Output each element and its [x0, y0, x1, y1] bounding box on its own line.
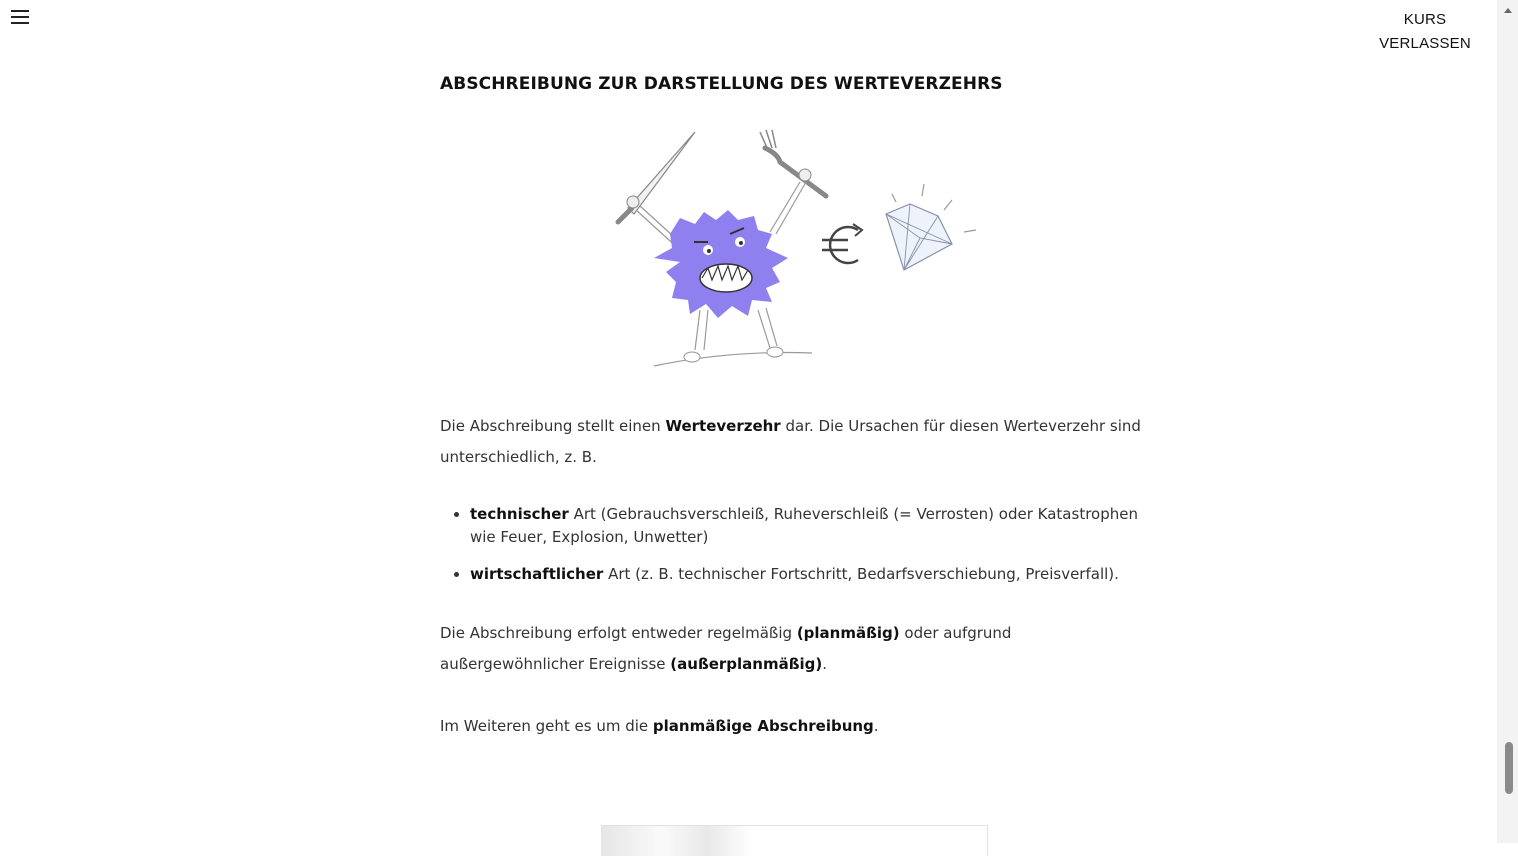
monster-with-cutlery-icon	[618, 130, 826, 366]
diamond-icon	[886, 184, 976, 270]
hamburger-menu-icon[interactable]	[11, 10, 29, 24]
next-image-preview	[601, 825, 988, 856]
next-topic-paragraph: Im Weiteren geht es um die planmäßige Abschreibung.	[440, 717, 879, 735]
list-item: • technischer Art (Gebrauchsverschleiß, Ruheverschleiß (= Verrosten) oder Katastrophen wie Feuer, Explosion, Unwetter)	[470, 503, 1160, 549]
exit-course-label-line1: KURS	[1403, 11, 1447, 28]
schedule-paragraph: Die Abschreibung erfolgt entweder regelmäßig (planmäßig) oder aufgrund außergewöhnlicher Ereignisse (außerplanmäßig).	[440, 624, 1012, 673]
illustration	[600, 120, 990, 380]
scrollbar[interactable]	[1497, 0, 1518, 843]
causes-list	[440, 503, 1160, 600]
euro-icon	[822, 224, 862, 263]
list-item: • wirtschaftlicher Art (z. B. technischer Fortschritt, Bedarfsverschiebung, Preisverfall).	[470, 563, 1160, 586]
intro-paragraph: Die Abschreibung stellt einen Werteverzehr dar. Die Ursachen für diesen Werteverzehr sind unterschiedlich, z. B.	[440, 417, 1141, 466]
exit-course-button[interactable]	[1353, 0, 1497, 62]
scroll-up-arrow-icon[interactable]	[1504, 8, 1512, 13]
section-title: ABSCHREIBUNG ZUR DARSTELLUNG DES WERTEVERZEHRS	[440, 74, 1003, 94]
scrollbar-thumb[interactable]	[1505, 742, 1513, 794]
exit-course-label-line2: VERLASSEN	[1379, 35, 1471, 52]
